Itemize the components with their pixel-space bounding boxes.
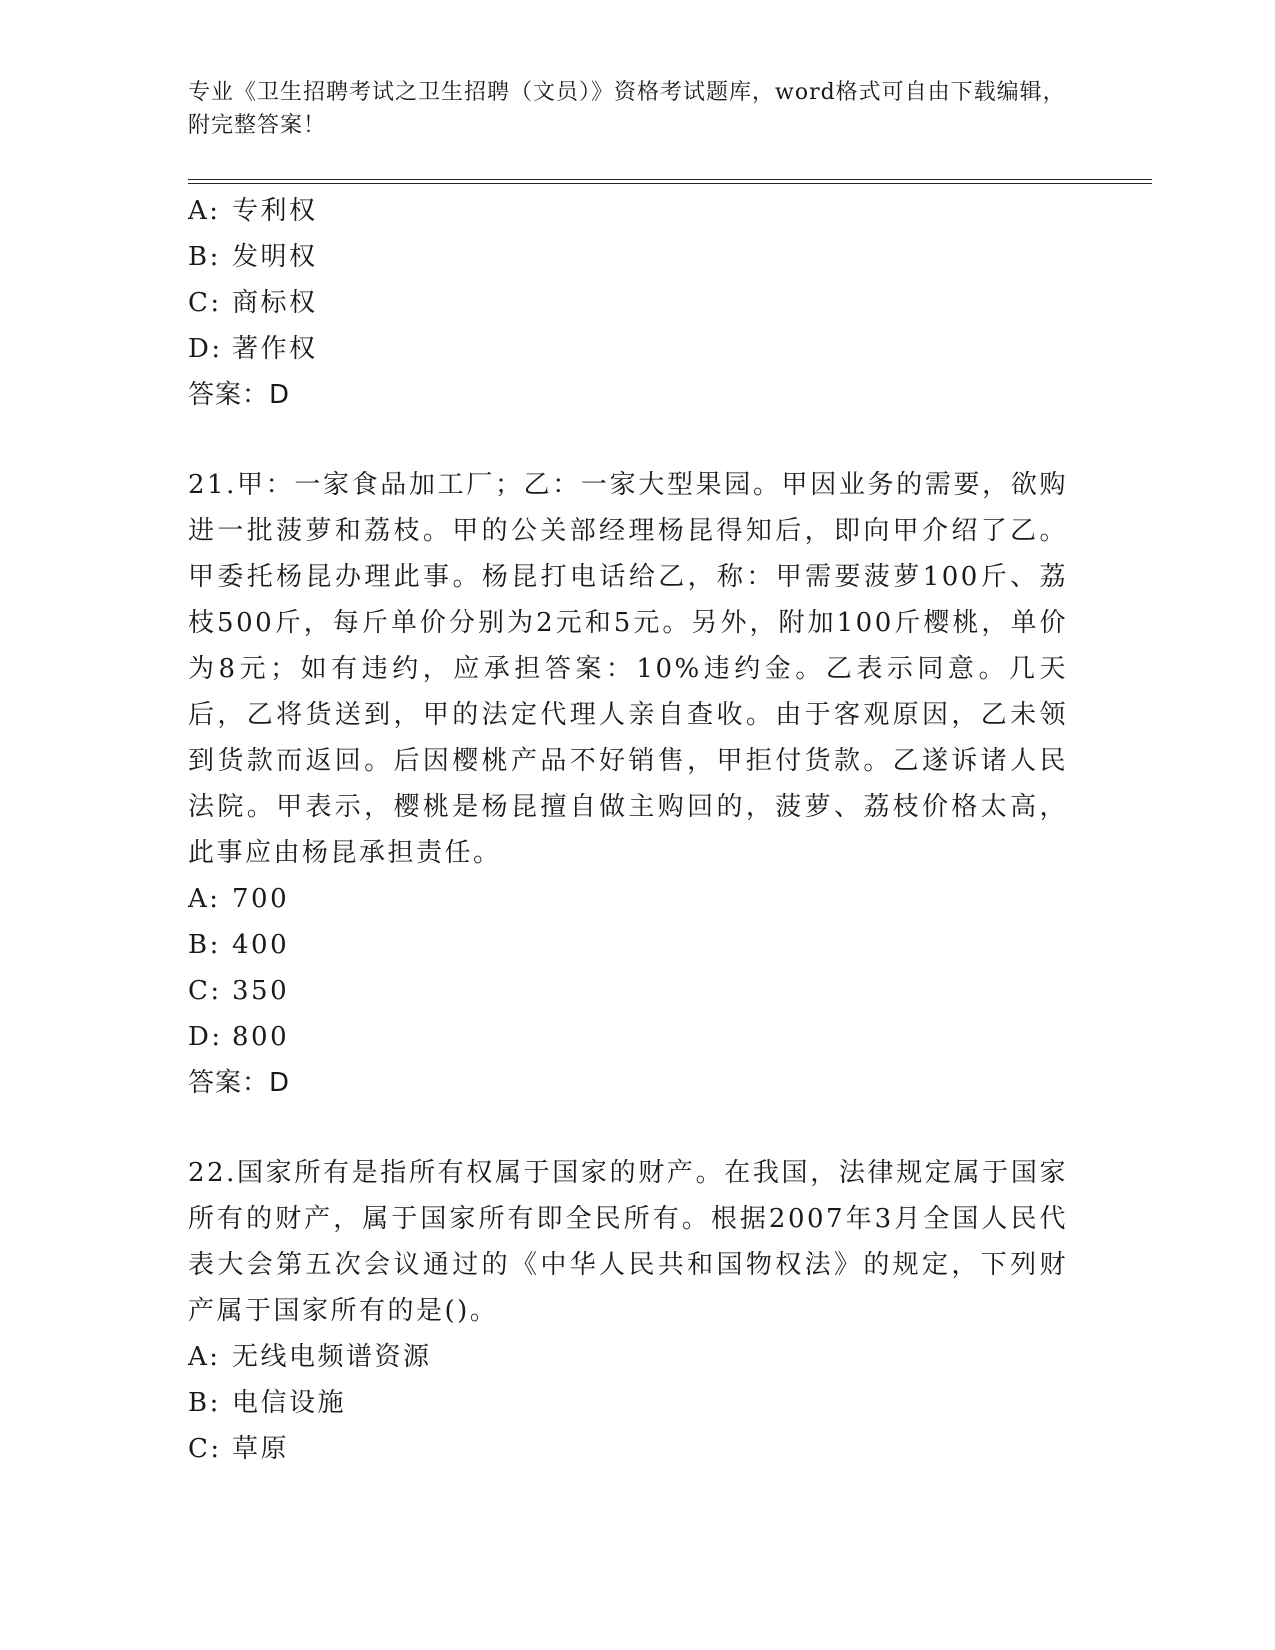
option-letter: C: xyxy=(188,976,222,1006)
option-b xyxy=(188,1380,1088,1426)
spacer xyxy=(188,418,1088,462)
option-letter: D: xyxy=(188,334,223,364)
option-text: 400 xyxy=(232,930,290,960)
option-text: 著作权 xyxy=(232,334,318,364)
spacer xyxy=(188,1106,1088,1150)
option-letter: B: xyxy=(188,1388,221,1418)
option-b xyxy=(188,922,1088,968)
option-letter: C: xyxy=(188,1434,222,1464)
answer-line: 答案：D xyxy=(188,1068,291,1098)
option-text: 商标权 xyxy=(232,288,318,318)
question-21 xyxy=(188,462,1088,1106)
answer-line: 答案：D xyxy=(188,380,291,410)
option-letter: C: xyxy=(188,288,222,318)
option-letter: B: xyxy=(188,242,221,272)
question-20 xyxy=(188,188,1088,418)
option-a xyxy=(188,1334,1088,1380)
question-22 xyxy=(188,1150,1088,1472)
option-text: 草原 xyxy=(232,1434,290,1464)
option-b xyxy=(188,234,1088,280)
option-c xyxy=(188,280,1088,326)
option-text: 350 xyxy=(232,976,290,1006)
option-letter: A: xyxy=(188,196,221,226)
option-letter: D: xyxy=(188,1022,223,1052)
option-letter: A: xyxy=(188,1342,221,1372)
option-d xyxy=(188,1014,1088,1060)
option-letter: A: xyxy=(188,884,221,914)
option-text: 800 xyxy=(232,1022,290,1052)
option-text: 专利权 xyxy=(232,196,318,226)
document-header: 专业《卫生招聘考试之卫生招聘（文员）》资格考试题库，word格式可自由下载编辑，附完整答案！ xyxy=(188,80,1066,138)
option-c xyxy=(188,968,1088,1014)
question-stem: 22.国家所有是指所有权属于国家的财产。在我国，法律规定属于国家所有的财产，属于国家所有即全民所有。根据2007年3月全国人民代表大会第五次会议通过的《中华人民共和国物权法》的规定，下列财产属于国家所有的是()。 xyxy=(188,1158,1068,1326)
option-a xyxy=(188,188,1088,234)
option-text: 无线电频谱资源 xyxy=(232,1342,432,1372)
header-divider xyxy=(188,179,1152,184)
option-d xyxy=(188,326,1088,372)
option-letter: B: xyxy=(188,930,221,960)
option-text: 700 xyxy=(232,884,290,914)
question-content xyxy=(188,188,1088,1472)
option-text: 发明权 xyxy=(232,242,318,272)
option-a xyxy=(188,876,1088,922)
option-c xyxy=(188,1426,1088,1472)
question-stem: 21.甲：一家食品加工厂；乙：一家大型果园。甲因业务的需要，欲购进一批菠萝和荔枝。甲的公关部经理杨昆得知后，即向甲介绍了乙。甲委托杨昆办理此事。杨昆打电话给乙，称：甲需要菠萝100斤、荔枝500斤，每斤单价分别为2元和5元。另外，附加100斤樱桃，单价为8元；如有违约，应承担答案：10%违约金。乙表示同意。几天后，乙将货送到，甲的法定代理人亲自查收。由于客观原因，乙未领到货款而返回。后因樱桃产品不好销售，甲拒付货款。乙遂诉诸人民法院。甲表示，樱桃是杨昆擅自做主购回的，菠萝、荔枝价格太高，此事应由杨昆承担责任。 xyxy=(188,470,1068,868)
option-text: 电信设施 xyxy=(232,1388,347,1418)
